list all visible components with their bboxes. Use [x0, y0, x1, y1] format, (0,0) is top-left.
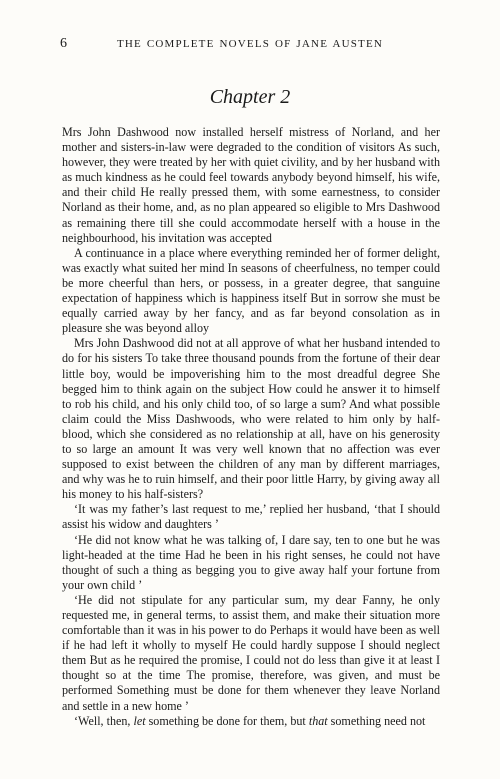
text-run: something need not [327, 713, 426, 728]
text-run: ‘He did not stipulate for any particular sum, my dear Fanny, he only requested me, in general terms, to assist them, and make their situation more comfortable than it was in his power to do Perhaps it would have been as well if he had left it wholly to myself He could hardly suppose I should neglect them But as he required the promise, I could not do less than give it at least I thought so at the time The promise, therefore, was given, and must be performed Something must be done for them whenever they leave Norland and settle in a new home ’ [62, 592, 440, 713]
text-run: something be done for them, but [145, 713, 309, 728]
paragraph [62, 246, 440, 337]
chapter-body [62, 125, 440, 729]
emphasis-text: let [133, 713, 146, 728]
paragraph [62, 125, 440, 246]
text-run: ‘It was my father’s last request to me,’ replied her husband, ‘that I should assist his widow and daughters ’ [62, 502, 440, 532]
running-head: THE COMPLETE NOVELS OF JANE AUSTEN [116, 38, 384, 50]
paragraph [62, 714, 440, 729]
text-run: ‘He did not know what he was talking of, I dare say, ten to one but he was light-headed at the time Had he been in his right senses, he could not have thought of such a thing as begging you to give away half your fortune from your own child ’ [62, 532, 440, 592]
paragraph [62, 502, 440, 532]
page-number: 6 [60, 36, 67, 51]
paragraph [62, 533, 440, 593]
paragraph [62, 336, 440, 502]
text-run: A continuance in a place where everything reminded her of former delight, was exactly what suited her mind In seasons of cheerfulness, no temper could be more cheerful than hers, or possess, in a greater degree, that sanguine expectation of happiness which is happiness itself But in sorrow she must be equally carried away by her fancy, and as far beyond consolation as in pleasure she was beyond alloy [62, 245, 440, 336]
emphasis-text: that [308, 713, 328, 728]
chapter-title: Chapter 2 [209, 86, 291, 108]
text-run: Mrs John Dashwood now installed herself mistress of Norland, and her mother and sisters-in-law were degraded to the condition of visitors As such, however, they were treated by her with quiet civility, and by her husband with as much kindness as he could feel towards anybody beyond himself, his wife, and their child He really pressed them, with some earnestness, to consider Norland as their home, and, as no plan appeared so eligible to Mrs Dashwood as remaining there till she could accommodate herself with a house in the neighbourhood, his invitation was accepted [62, 125, 440, 245]
text-run: Mrs John Dashwood did not at all approve of what her husband intended to do for his sisters To take three thousand pounds from the fortune of their dear little boy, would be impoverishing him to the most dreadful degree She begged him to think again on the subject How could he answer it to himself to rob his child, and his only child too, of so large a sum? And what possible claim could the Miss Dashwoods, who were related to him only by half-blood, which she considered as no relationship at all, have on his generosity to so large an amount It was very well known that no affection was ever supposed to exist between the children of any man by different marriages, and why was he to ruin himself, and their poor little Harry, by giving away all his money to his half-sisters? [62, 336, 440, 502]
text-run: ‘Well, then, [74, 713, 134, 728]
paragraph [62, 593, 440, 714]
page-header [60, 36, 440, 54]
